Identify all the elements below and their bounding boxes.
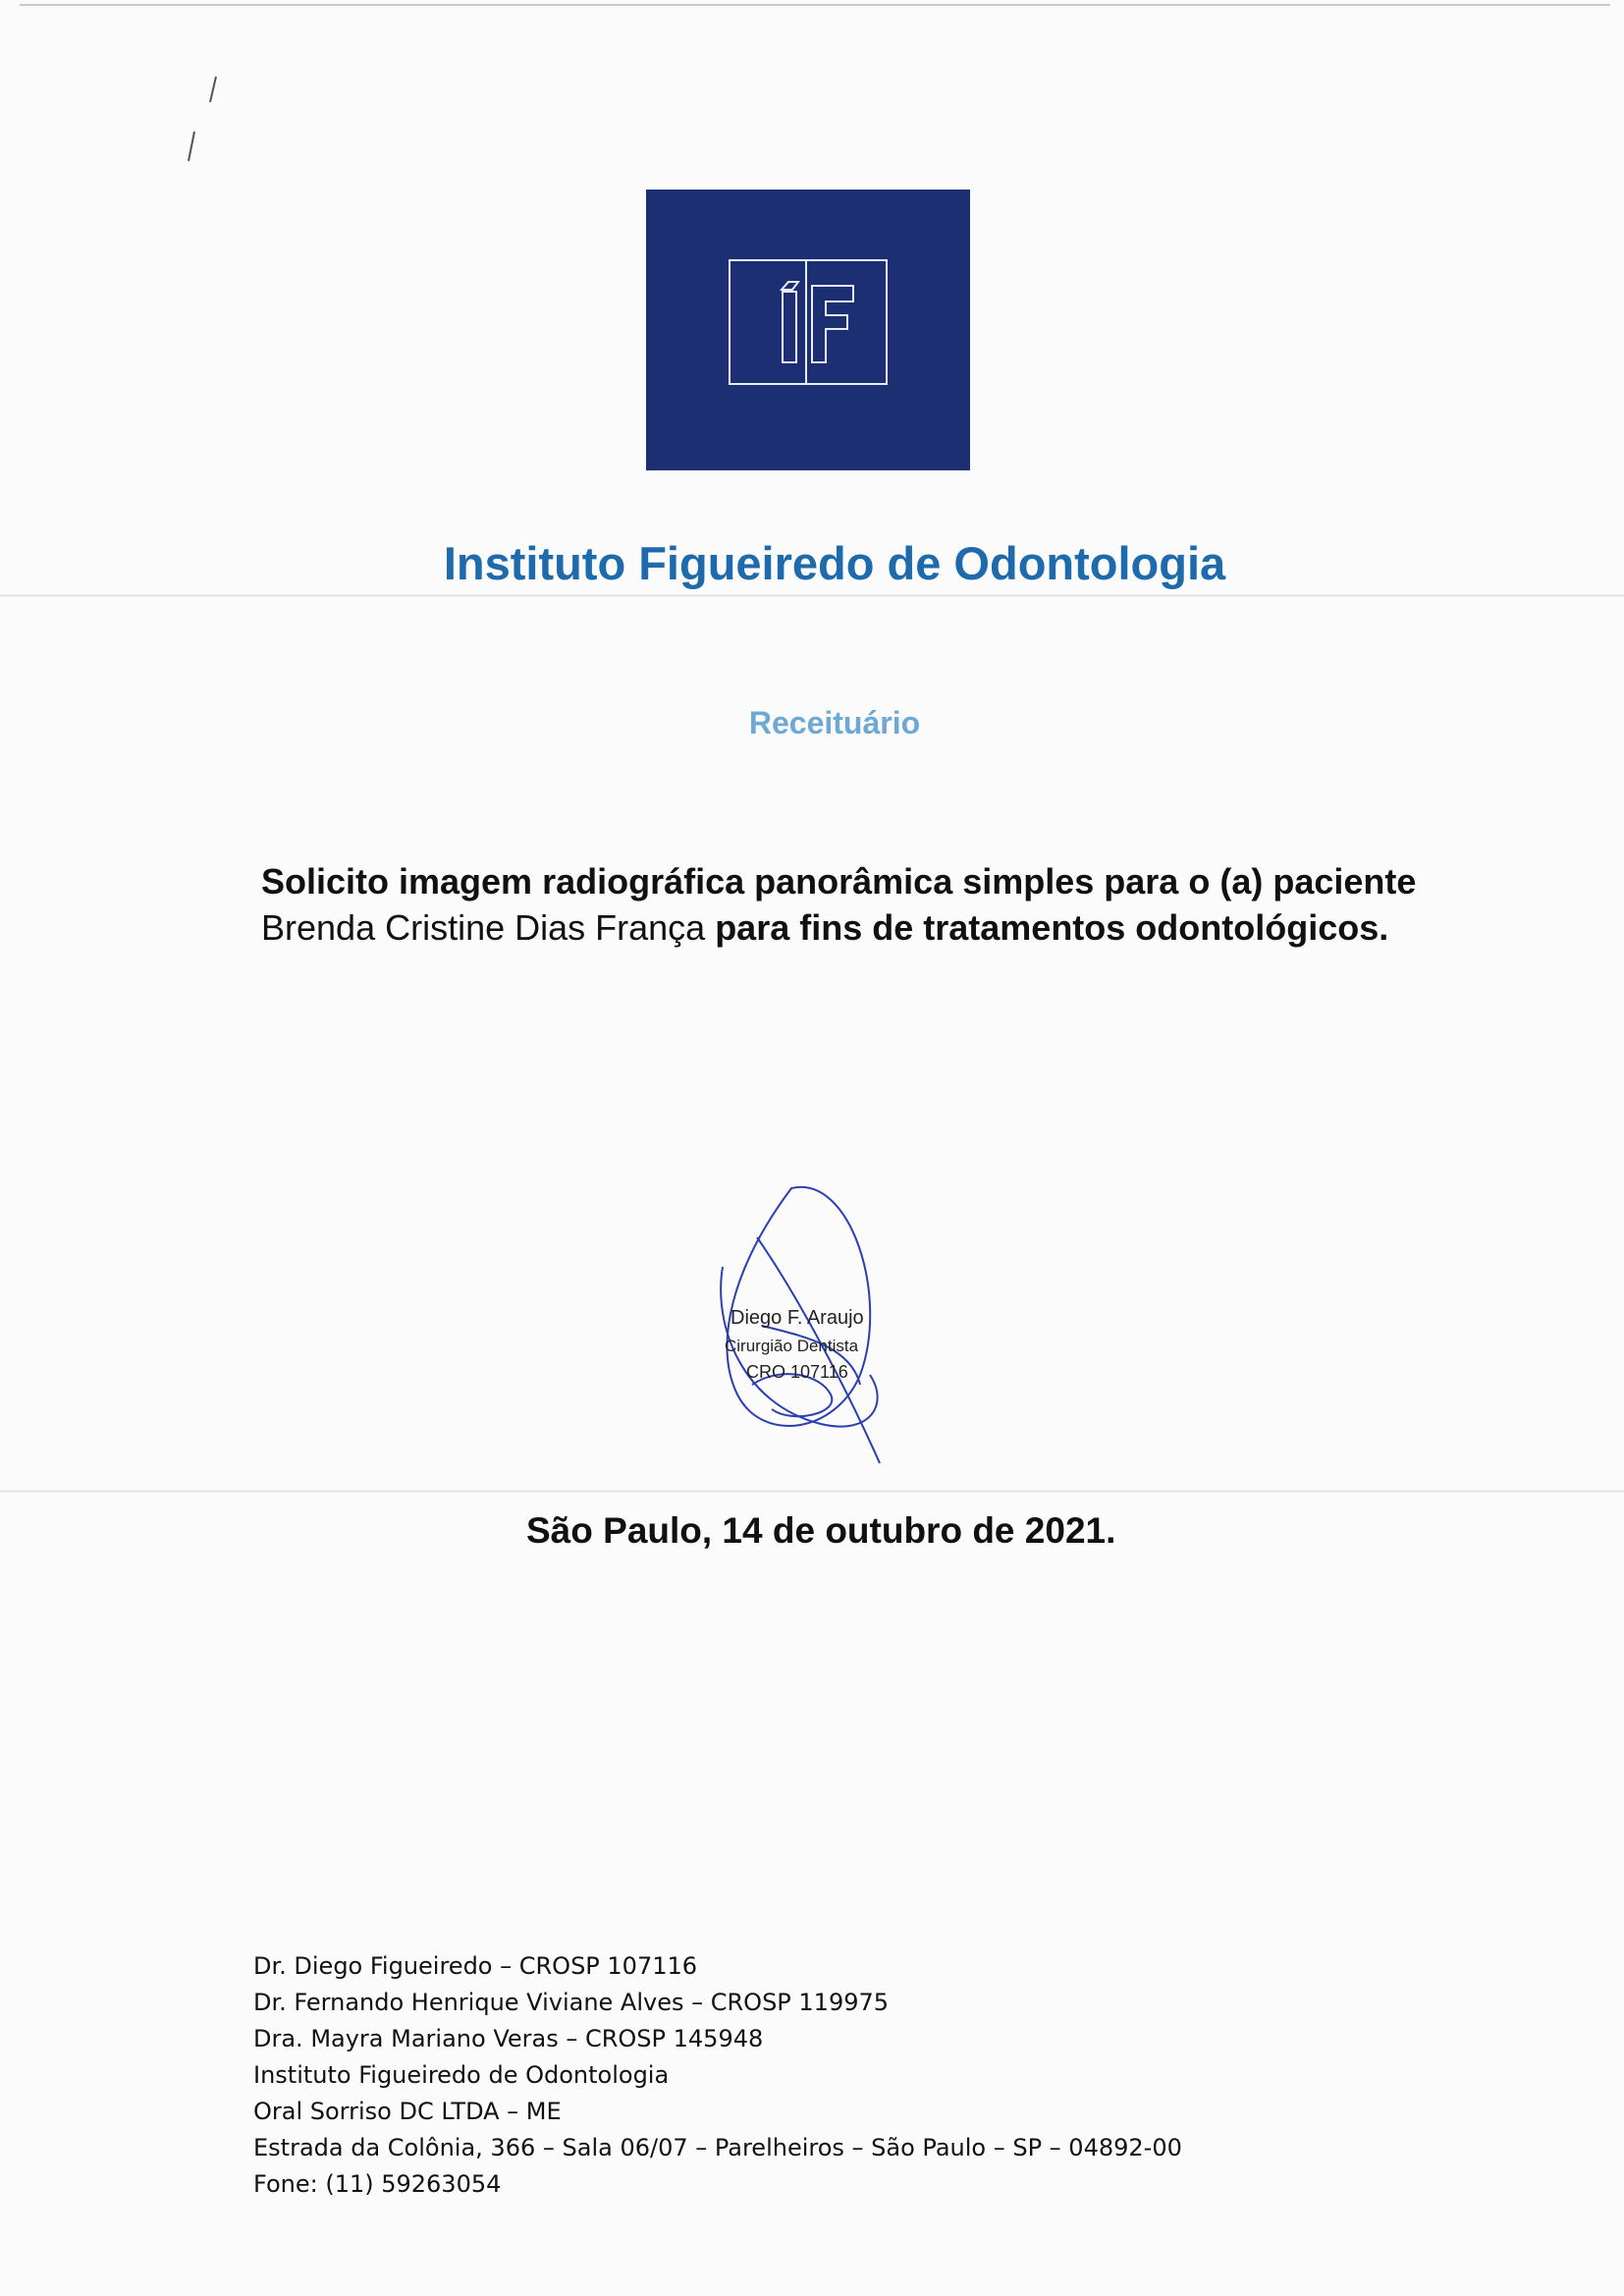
footer-line: Oral Sorriso DC LTDA – ME <box>253 2098 562 2125</box>
stamp-cro: CRO 107116 <box>746 1362 848 1382</box>
prescription-body <box>261 858 1420 951</box>
signature-stamp <box>703 1178 939 1473</box>
stamp-name: Diego F. Araujo <box>731 1307 864 1329</box>
footer-line: Dr. Diego Figueiredo – CROSP 107116 <box>253 1952 698 1980</box>
pencil-marks <box>167 69 226 177</box>
paper-top-edge <box>20 4 1610 6</box>
paper-fold-line <box>0 594 1624 597</box>
institute-title: Instituto Figueiredo de Odontologia <box>443 537 1226 589</box>
paper-fold-line <box>0 1490 1624 1493</box>
stamp-role: Cirurgião Dentista <box>725 1337 859 1355</box>
date-line: São Paulo, 14 de outubro de 2021. <box>526 1510 1116 1551</box>
logo-if-icon <box>728 258 889 386</box>
institute-logo <box>646 190 970 470</box>
footer-line: Estrada da Colônia, 366 – Sala 06/07 – Parelheiros – São Paulo – SP – 04892-00 <box>253 2134 1182 2161</box>
footer-line: Fone: (11) 59263054 <box>253 2170 502 2198</box>
footer-contacts <box>253 1948 1182 2203</box>
body-text-intro: Solicito imagem radiográfica panorâmica simples para o (a) paciente <box>261 861 1417 902</box>
document-title: Receituário <box>748 705 921 740</box>
body-text-purpose: para fins de tratamentos odontológicos. <box>705 907 1389 948</box>
footer-line: Dr. Fernando Henrique Viviane Alves – CROSP 119975 <box>253 1989 890 2016</box>
footer-line: Instituto Figueiredo de Odontologia <box>253 2061 670 2089</box>
footer-line: Dra. Mayra Mariano Veras – CROSP 145948 <box>253 2025 764 2052</box>
patient-name: Brenda Cristine Dias França <box>261 907 706 948</box>
